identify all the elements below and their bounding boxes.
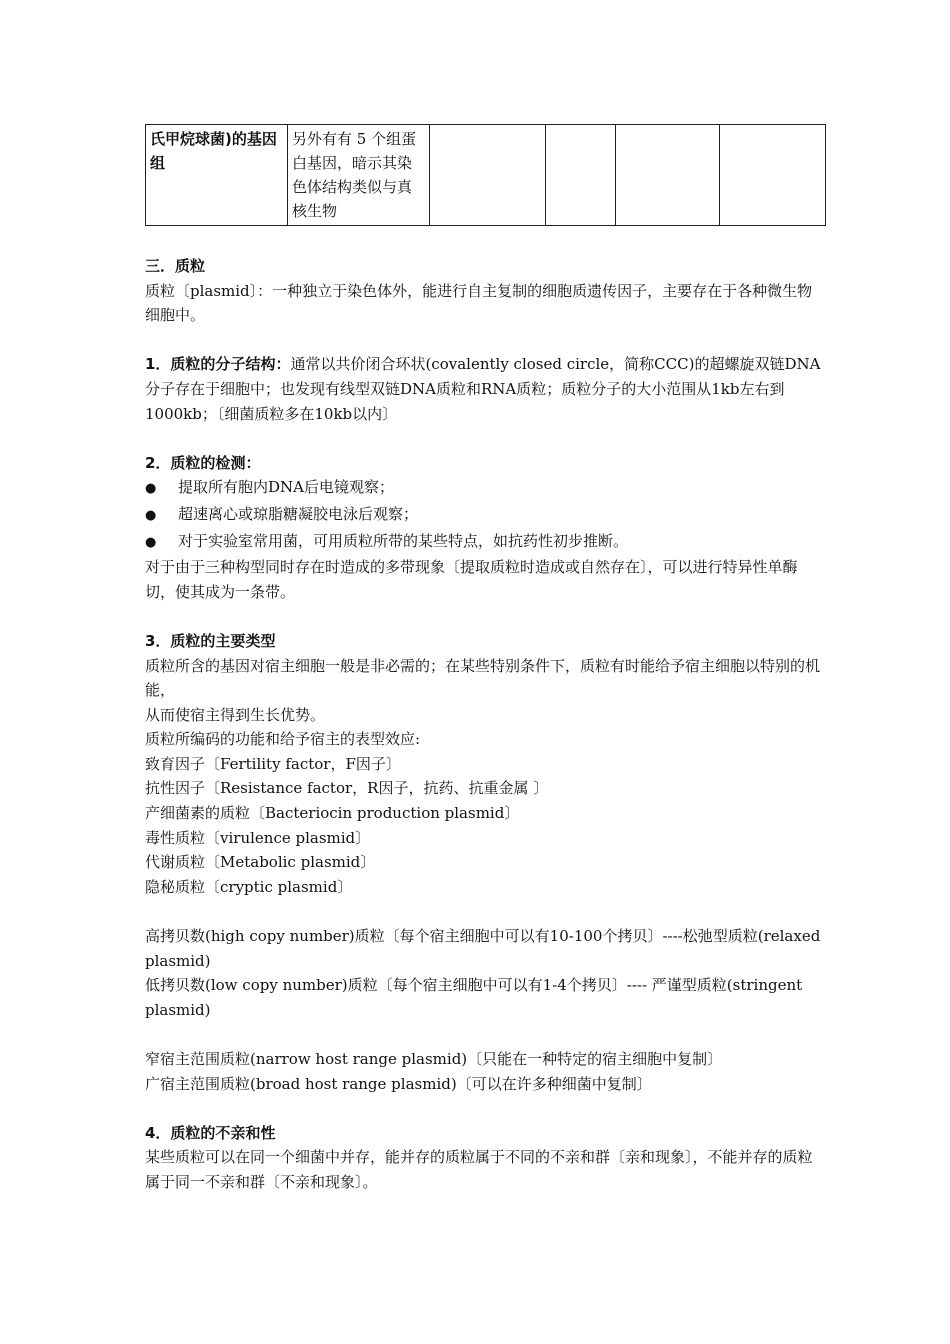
detection-note: 对于由于三种构型同时存在时造成的多带现象〔提取质粒时造成或自然存在〕，可以进行特异性单酶切，使其成为一条带。 — [145, 558, 798, 601]
table-cell — [546, 125, 616, 226]
table-fragment — [145, 124, 826, 226]
plasmid-type: 抗性因子〔Resistance factor，R因子，抗药、抗重金属 〕 — [145, 779, 549, 798]
copy-number-line: 低拷贝数(low copy number)质粒〔每个宿主细胞中可以有1-4个拷贝〕---- 严谨型质粒(stringent plasmid) — [145, 976, 803, 1019]
list-item: ● 对于实验室常用菌，可用质粒所带的某些特点，如抗药性初步推断。 — [145, 529, 825, 556]
table-cell — [430, 125, 546, 226]
bullet-icon — [145, 475, 178, 502]
plasmid-type: 致育因子〔Fertility factor，F因子〕 — [145, 754, 401, 773]
text-line: 质粒所含的基因对宿主细胞一般是非必需的；在某些特别条件下，质粒有时能给予宿主细胞以特别的机能， — [145, 656, 821, 700]
subsection-heading: 3．质粒的主要类型 — [145, 631, 276, 650]
molecular-structure-paragraph — [145, 352, 825, 426]
table-cell: 氏甲烷球菌)的基因组 — [146, 125, 288, 226]
bullet-icon — [145, 502, 178, 529]
table-cell: 另外有有 5 个组蛋白基因，暗示其染色体结构类似与真核生物 — [288, 125, 430, 226]
subsection-heading: 2．质粒的检测： — [145, 453, 261, 472]
plasmid-type: 隐秘质粒〔cryptic plasmid〕 — [145, 877, 353, 896]
text-line: 质粒所编码的功能和给予宿主的表型效应: — [145, 730, 421, 749]
copy-number-line: 高拷贝数(high copy number)质粒〔每个宿主细胞中可以有10-100个拷贝〕----松弛型质粒(relaxed plasmid) — [145, 927, 821, 970]
list-item: ● 提取所有胞内DNA后电镜观察； — [145, 475, 825, 502]
incompatibility-paragraph: 某些质粒可以在同一个细菌中并存，能并存的质粒属于不同的不亲和群〔亲和现象〕，不能并存的质粒属于同一不亲和群〔不亲和现象〕。 — [145, 1148, 813, 1191]
table-cell — [720, 125, 826, 226]
section-title: 三．质粒 — [145, 257, 206, 275]
document-page — [145, 124, 825, 1195]
paragraph-text: 通常以共价闭合环状(covalently closed circle，简称CCC)的超螺旋双链DNA分子存在于细胞中；也发现有线型双链DNA质粒和RNA质粒；质粒分子的大小范围从1kb左右到1000kb；〔细菌质粒多在10kb以内〕 — [145, 355, 821, 423]
plasmid-type: 代谢质粒〔Metabolic plasmid〕 — [145, 853, 376, 872]
subsection-heading: 4．质粒的不亲和性 — [145, 1123, 276, 1142]
text-line: 从而使宿主得到生长优势。 — [145, 705, 326, 724]
list-item: ● 超速离心或琼脂糖凝胶电泳后观察； — [145, 502, 825, 529]
plasmid-type: 毒性质粒〔virulence plasmid〕 — [145, 828, 371, 847]
plasmid-type: 产细菌素的质粒〔Bacteriocin production plasmid〕 — [145, 804, 520, 823]
host-range-line: 广宿主范围质粒(broad host range plasmid)〔可以在许多种细菌中复制〕 — [145, 1074, 652, 1093]
plasmid-definition: 质粒〔plasmid〕：一种独立于染色体外，能进行自主复制的细胞质遗传因子，主要存在于各种微生物细胞中。 — [145, 281, 813, 325]
host-range-line: 窄宿主范围质粒(narrow host range plasmid)〔只能在一种特定的宿主细胞中复制〕 — [145, 1050, 723, 1068]
document-body — [145, 254, 825, 1195]
bullet-icon — [145, 529, 178, 556]
table-cell — [616, 125, 720, 226]
table-row — [146, 125, 826, 226]
subsection-heading: 1．质粒的分子结构： — [145, 355, 291, 374]
